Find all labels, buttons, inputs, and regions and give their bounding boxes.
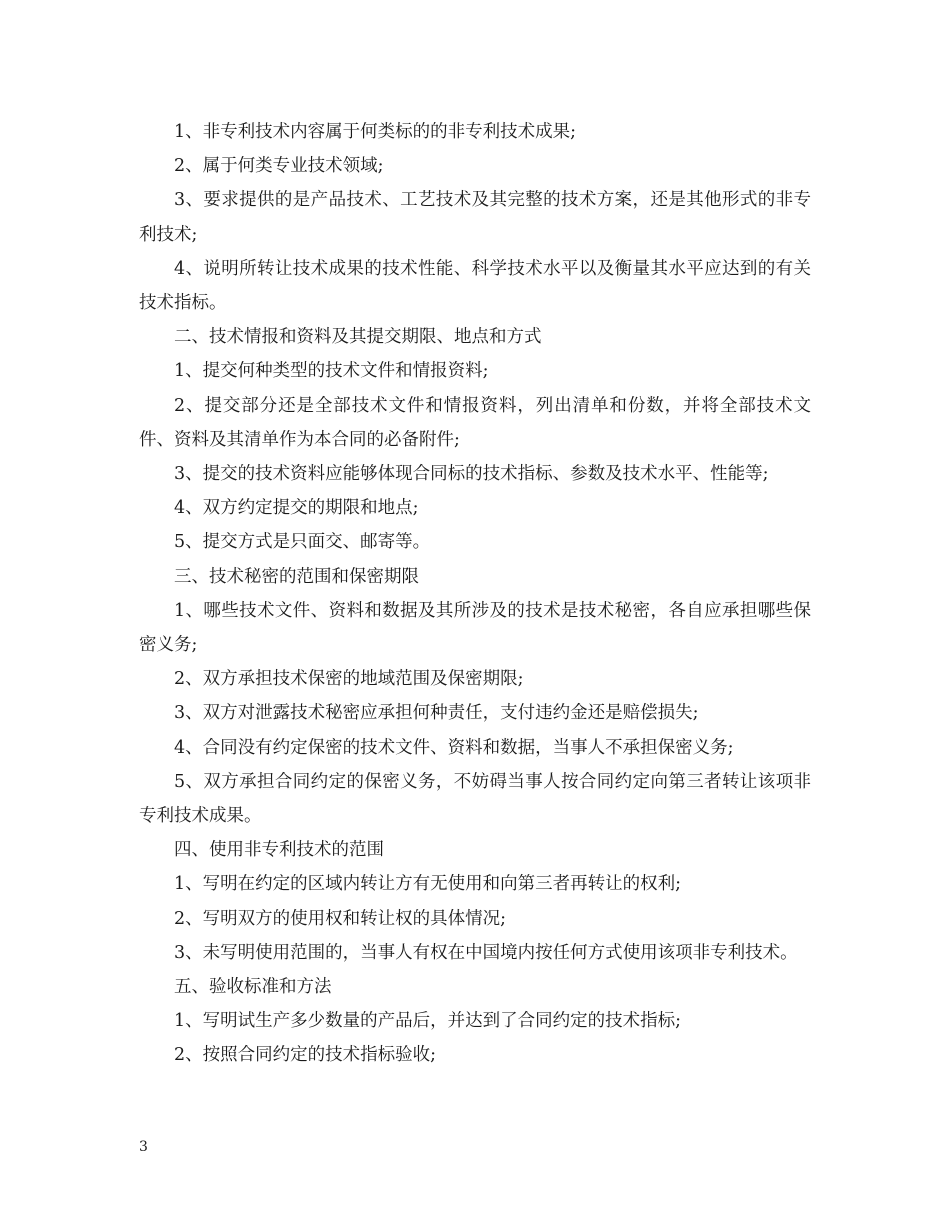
section-heading-3: 三、技术秘密的范围和保密期限 [174, 566, 419, 587]
section-heading-5: 五、验收标准和方法 [174, 977, 332, 998]
paragraph-13: 2、双方承担技术保密的地域范围及保密期限; [174, 669, 524, 690]
section-heading-4: 四、使用非专利技术的范围 [174, 840, 384, 861]
paragraph-4: 4、说明所转让技术成果的技术性能、科学技术水平以及衡量其水平应达到的有关技术指标。 [139, 258, 811, 314]
paragraph-14: 3、双方对泄露技术秘密应承担何种责任，支付违约金还是赔偿损失; [174, 703, 699, 724]
paragraph-2: 2、属于何类专业技术领域; [174, 156, 384, 177]
paragraph-9: 4、双方约定提交的期限和地点; [174, 498, 419, 519]
paragraph-20: 3、未写明使用范围的，当事人有权在中国境内按任何方式使用该项非专利技术。 [174, 942, 798, 963]
paragraph-7: 2、提交部分还是全部技术文件和情报资料，列出清单和份数，并将全部技术文件、资料及其清单作为本合同的必备附件; [139, 395, 811, 450]
paragraph-22: 1、写明试生产多少数量的产品后，并达到了合同约定的技术指标; [174, 1011, 682, 1032]
paragraph-18: 1、写明在约定的区域内转让方有无使用和向第三者再转让的权利; [174, 874, 682, 895]
paragraph-19: 2、写明双方的使用权和转让权的具体情况; [174, 908, 507, 929]
page-number: 3 [139, 1139, 148, 1155]
paragraph-3: 3、要求提供的是产品技术、工艺技术及其完整的技术方案，还是其他形式的非专利技术; [139, 190, 811, 245]
paragraph-15: 4、合同没有约定保密的技术文件、资料和数据，当事人不承担保密义务; [174, 737, 734, 758]
paragraph-12: 1、哪些技术文件、资料和数据及其所涉及的技术是技术秘密，各自应承担哪些保密义务; [139, 600, 811, 656]
paragraph-16: 5、双方承担合同约定的保密义务，不妨碍当事人按合同约定向第三者转让该项非专利技术成果。 [139, 771, 811, 827]
section-heading-2: 二、技术情报和资料及其提交期限、地点和方式 [174, 327, 542, 348]
document-body [139, 115, 811, 1073]
paragraph-1: 1、非专利技术内容属于何类标的的非专利技术成果; [174, 122, 577, 142]
paragraph-6: 1、提交何种类型的技术文件和情报资料; [174, 361, 489, 382]
paragraph-8: 3、提交的技术资料应能够体现合同标的技术指标、参数及技术水平、性能等; [174, 464, 769, 485]
paragraph-10: 5、提交方式是只面交、邮寄等。 [174, 532, 431, 553]
paragraph-23: 2、按照合同约定的技术指标验收; [174, 1045, 437, 1066]
